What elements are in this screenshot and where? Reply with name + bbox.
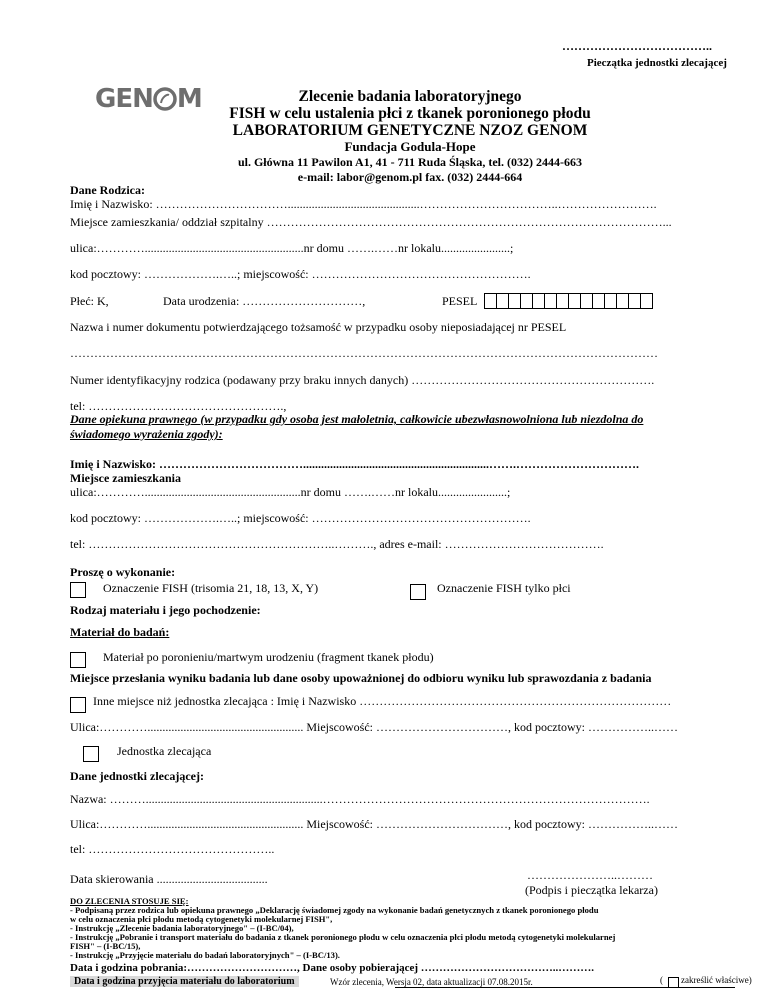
parent-residence-field[interactable]: Miejsce zamieszkania/ oddział szpitalny ………………………………………………………………………………………... xyxy=(70,215,672,229)
title-line-3: LABORATORIUM GENETYCZNE NZOZ GENOM xyxy=(232,122,588,139)
title-line-1: Zlecenie badania laboratoryjnego xyxy=(298,88,522,105)
version-note: Wzór zlecenia, Wersja 02, data aktualizacji 07.08.2015r. xyxy=(330,977,533,987)
checkbox-fish-sex-only[interactable] xyxy=(410,584,426,600)
unit-street-field[interactable]: Ulica:………….................................................... Miejscowość: ……………………………, kod pocztowy: ……………..…… xyxy=(70,817,678,831)
lab-contact: e-mail: labor@genom.pl fax. (032) 2444-664 xyxy=(297,170,523,184)
title-line-2: FISH w celu ustalenia płci z tkanek poronionego płodu xyxy=(229,105,591,122)
unit-heading: Dane jednostki zlecającej: xyxy=(70,769,204,783)
checkbox-strike[interactable] xyxy=(668,977,679,988)
signature-label: (Podpis i pieczątka lekarza) xyxy=(525,883,658,897)
stamp-dots: ……………………………….. xyxy=(562,39,712,53)
result-unit-label: Jednostka zlecająca xyxy=(117,744,212,758)
parent-id-field[interactable]: Numer identyfikacyjny rodzica (podawany przy braku innych danych) ……………………………………………………. xyxy=(70,373,655,387)
notes-line-5: FISH" – (I-BC/15), xyxy=(70,941,141,951)
result-other-field[interactable]: Inne miejsce niż jednostka zlecająca : Imię i Nazwisko …………………………………………………………………… xyxy=(93,694,672,708)
notes-heading: DO ZLECENIA STOSUJE SIĘ: xyxy=(70,896,189,906)
option-fish-trisomy-label: Oznaczenie FISH (trisomia 21, 18, 13, X, Y) xyxy=(103,581,319,595)
lab-address: ul. Główna 11 Pawilon A1, 41 - 711 Ruda Śląska, tel. (032) 2444-663 xyxy=(237,155,583,169)
guardian-name-field[interactable]: Imię i Nazwisko: ………………………………..............................................................…….…………………………. xyxy=(70,457,639,471)
parent-document-label: Nazwa i numer dokumentu potwierdzającego tożsamość w przypadku osoby nieposiadającej nr PESEL xyxy=(70,320,567,334)
notes-line-6: - Instrukcję „Przyjęcie materiału do badań laboratoryjnych" – (I-BC/13). xyxy=(70,950,340,960)
logo-text-right: M xyxy=(176,84,202,114)
parent-pesel-label: PESEL xyxy=(442,294,478,308)
notes-line-2: w celu oznaczenia płci płodu metodą cytogenetyki molekularnej FISH", xyxy=(70,914,333,924)
logo-o-icon xyxy=(153,87,177,111)
foundation-name: Fundacja Godula-Hope xyxy=(344,139,476,154)
notes-line-1: - Podpisaną przez rodzica lub opiekuna prawnego „Deklarację świadomej zgody na wykonanie badań genetycznych z tkanek poronionego płodu xyxy=(70,905,599,915)
result-heading: Miejsce przesłania wyniku badania lub dane osoby upoważnionej do odbioru wyniku lub sprawozdania z badania xyxy=(70,671,652,685)
collection-date-field[interactable]: Data i godzina pobrania:…………………………, Dane osoby pobierającej ………………………………..………. xyxy=(70,962,595,974)
material-option-label: Materiał po poronieniu/martwym urodzeniu (fragment tkanek płodu) xyxy=(103,650,434,664)
parent-dob-field[interactable]: Data urodzenia: …………………………, xyxy=(163,294,366,308)
signature-dots: …………………..……… xyxy=(527,868,653,882)
checkbox-result-other[interactable] xyxy=(70,697,86,713)
material-heading: Rodzaj materiału i jego pochodzenie: xyxy=(70,603,261,617)
parent-heading: Dane Rodzica: xyxy=(70,183,145,197)
checkbox-material-tissue[interactable] xyxy=(70,652,86,668)
paren-open: ( xyxy=(660,975,663,985)
guardian-heading-line-1: Dane opiekuna prawnego (w przypadku gdy osoba jest małoletnia, całkowicie ubezwłasnowolniona lub niezdolna do xyxy=(70,412,644,426)
material-subheading: Materiał do badań: xyxy=(70,625,170,639)
guardian-postal-field[interactable]: kod pocztowy: ……………….…..; miejscowość: ………………………………………………. xyxy=(70,511,531,525)
guardian-tel-field[interactable]: tel: ……………………………………………………..………., adres e-mail: …………………………………. xyxy=(70,537,604,551)
parent-name-field[interactable]: Imię i Nazwisko: ……………………………............................................……………………………..……………………. xyxy=(70,197,657,211)
notes-line-4: - Instrukcję „Pobranie i transport materiału do badania z tkanek poronionego płodu w celu oznaczenia płci płodu metodą cytogenetyki molekularnej xyxy=(70,932,616,942)
genom-logo xyxy=(95,84,205,114)
option-fish-sex-label: Oznaczenie FISH tylko płci xyxy=(437,581,571,595)
result-street-field[interactable]: Ulica:………….................................................... Miejscowość: ……………………………, kod pocztowy: ……………..…… xyxy=(70,720,678,734)
guardian-street-field[interactable]: ulica:…………....................................................nr domu …….……nr lokalu.......................; xyxy=(70,485,511,499)
request-heading: Proszę o wykonanie: xyxy=(70,565,176,579)
guardian-heading-line-2: świadomego wyrażenia zgody): xyxy=(70,427,223,441)
unit-name-field[interactable]: Nazwa: ………...........................................................………………………………………………………………………. xyxy=(70,792,650,806)
parent-tel-field[interactable]: tel: …………………………………………., xyxy=(70,399,287,413)
strike-note: zakreślić właściwe) xyxy=(681,975,752,985)
parent-street-field[interactable]: ulica:………….....................................................nr domu …….……nr lokalu.......................; xyxy=(70,241,514,255)
guardian-residence-label: Miejsce zamieszkania xyxy=(70,471,181,485)
parent-sex-field[interactable]: Płeć: K, xyxy=(70,294,109,308)
receipt-date-label: Data i godzina przyjęcia materiału do laboratorium xyxy=(70,976,299,987)
pesel-input[interactable] xyxy=(484,293,652,309)
checkbox-fish-trisomy[interactable] xyxy=(70,582,86,598)
parent-document-field[interactable]: ………………………………………………………………………………………………………………………………… xyxy=(70,346,658,360)
unit-tel-field[interactable]: tel: ……………………………………….. xyxy=(70,842,275,856)
referral-date-field[interactable]: Data skierowania ..................................... xyxy=(70,872,268,886)
parent-postal-field[interactable]: kod pocztowy: ……………….…..; miejscowość: ………………………………………………. xyxy=(70,267,531,281)
notes-line-3: - Instrukcję „Zlecenie badania laboratoryjnego" – (I-BC/04), xyxy=(70,923,294,933)
logo-text-left: GEN xyxy=(95,84,153,114)
checkbox-result-unit[interactable] xyxy=(83,746,99,762)
stamp-label: Pieczątka jednostki zlecającej xyxy=(587,57,727,69)
